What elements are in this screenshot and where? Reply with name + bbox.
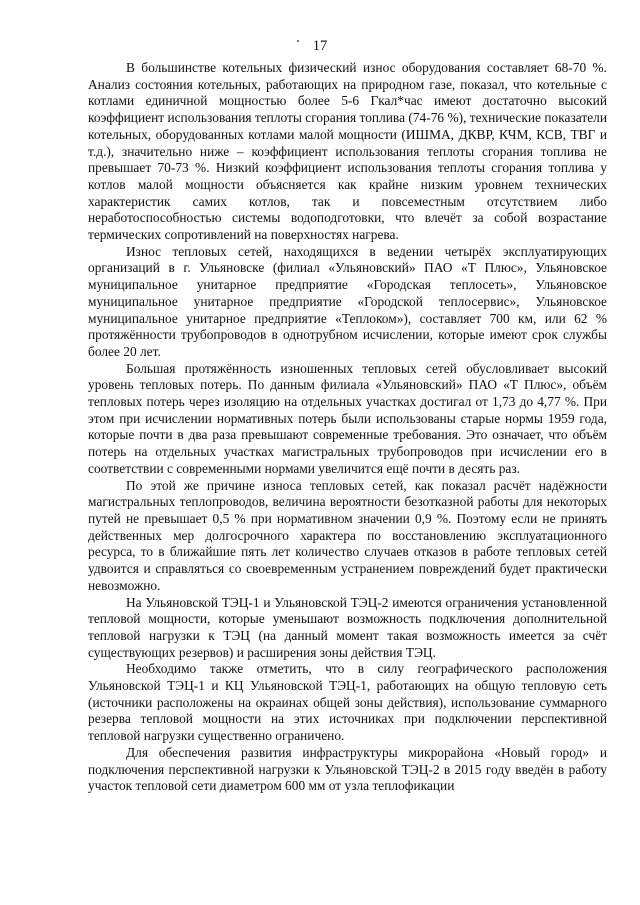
paragraph-boiler-wear: В большинстве котельных физический износ оборудования составляет 68-70 %. Анализ состояния котельных, работающих на природном газе, показал, что котельные с котлами единичной мощностью более 5-6 Гкал*час имеют достаточно высокий коэффициент использования теплоты сгорания топлива (74-76 %), технические показатели котельных, оборудованных котлами малой мощности (ИШМА, ДКВР, КЧМ, КСВ, ТВГ и т.д.), значительно ниже – коэффициент использования теплоты сгорания топлива не превышает 70-73 %. Низкий коэффициент использования теплоты сгорания топлива у котлов малой мощности объясняется как крайне низким уровнем технических характеристик самих котлов, так и повсеместным отсутствием либо неработоспособностью системы водоподготовки, что влечёт за собой возрастание термических сопротивлений на поверхностях нагрева. <box>88 60 607 243</box>
paragraph-reliability: По этой же причине износа тепловых сетей, как показал расчёт надёжности магистральных теплопроводов, величина вероятности безотказной работы для некоторых путей не превышает 0,5 % при нормативном значении 0,9 %. Поэтому если не принять действенных мер долгосрочного характера по восстановлению эксплуатационного ресурса, то в ближайшие пять лет количество случаев отказов в работе тепловых сетей удвоится и справляться со своевременным устранением повреждений будет практически невозможно. <box>88 477 607 593</box>
body-text <box>88 60 607 795</box>
paragraph-heat-network-wear: Износ тепловых сетей, находящихся в ведении четырёх эксплуатирующих организаций в г. Ульяновске (филиал «Ульяновский» ПАО «Т Плюс», Ульяновское муниципальное унитарное предприятие «Городская теплосеть», Ульяновское муниципальное унитарное предприятие «Городской теплосервис», Ульяновское муниципальное унитарное предприятие «Теплоком»), составляет 700 км, или 62 % протяжённости трубопроводов в однотрубном исчислении, которые имеют срок службы более 20 лет. <box>88 243 607 359</box>
scan-speck <box>297 40 299 42</box>
paragraph-geographic-location: Необходимо также отметить, что в силу географического расположения Ульяновской ТЭЦ-1 и КЦ Ульяновской ТЭЦ-1, работающих на общую тепловую сеть (источники расположены на окраинах общей зоны действия), использование суммарного резерва тепловой мощности на этих источниках при подключении перспективной тепловой нагрузки существенно ограничено. <box>88 661 607 744</box>
page-number: 17 <box>312 38 328 54</box>
paragraph-new-city-infrastructure: Для обеспечения развития инфраструктуры микрорайона «Новый город» и подключения перспективной нагрузки к Ульяновской ТЭЦ-2 в 2015 году введён в работу участок тепловой сети диаметром 600 мм от узла теплофикации <box>88 744 607 794</box>
paragraph-chp-capacity-limits: На Ульяновской ТЭЦ-1 и Ульяновской ТЭЦ-2 имеются ограничения установленной тепловой мощности, которые уменьшают возможность подключения дополнительной тепловой нагрузки к ТЭЦ (на данный момент такая возможность имеется за счёт существующих резервов) и расширения зоны действия ТЭЦ. <box>88 594 607 660</box>
paragraph-heat-losses: Большая протяжённость изношенных тепловых сетей обусловливает высокий уровень тепловых потерь. По данным филиала «Ульяновский» ПАО «Т Плюс», объём тепловых потерь через изоляцию на отдельных участках достигал от 1,73 до 4,77 %. При этом при исчислении нормативных потерь были использованы старые нормы 1959 года, которые почти в два раза превышают современные требования. Это означает, что объём потерь на отдельных участках магистральных трубопроводов при исчислении его в соответствии с современными нормами увеличится ещё почти в десять раз. <box>88 360 607 476</box>
